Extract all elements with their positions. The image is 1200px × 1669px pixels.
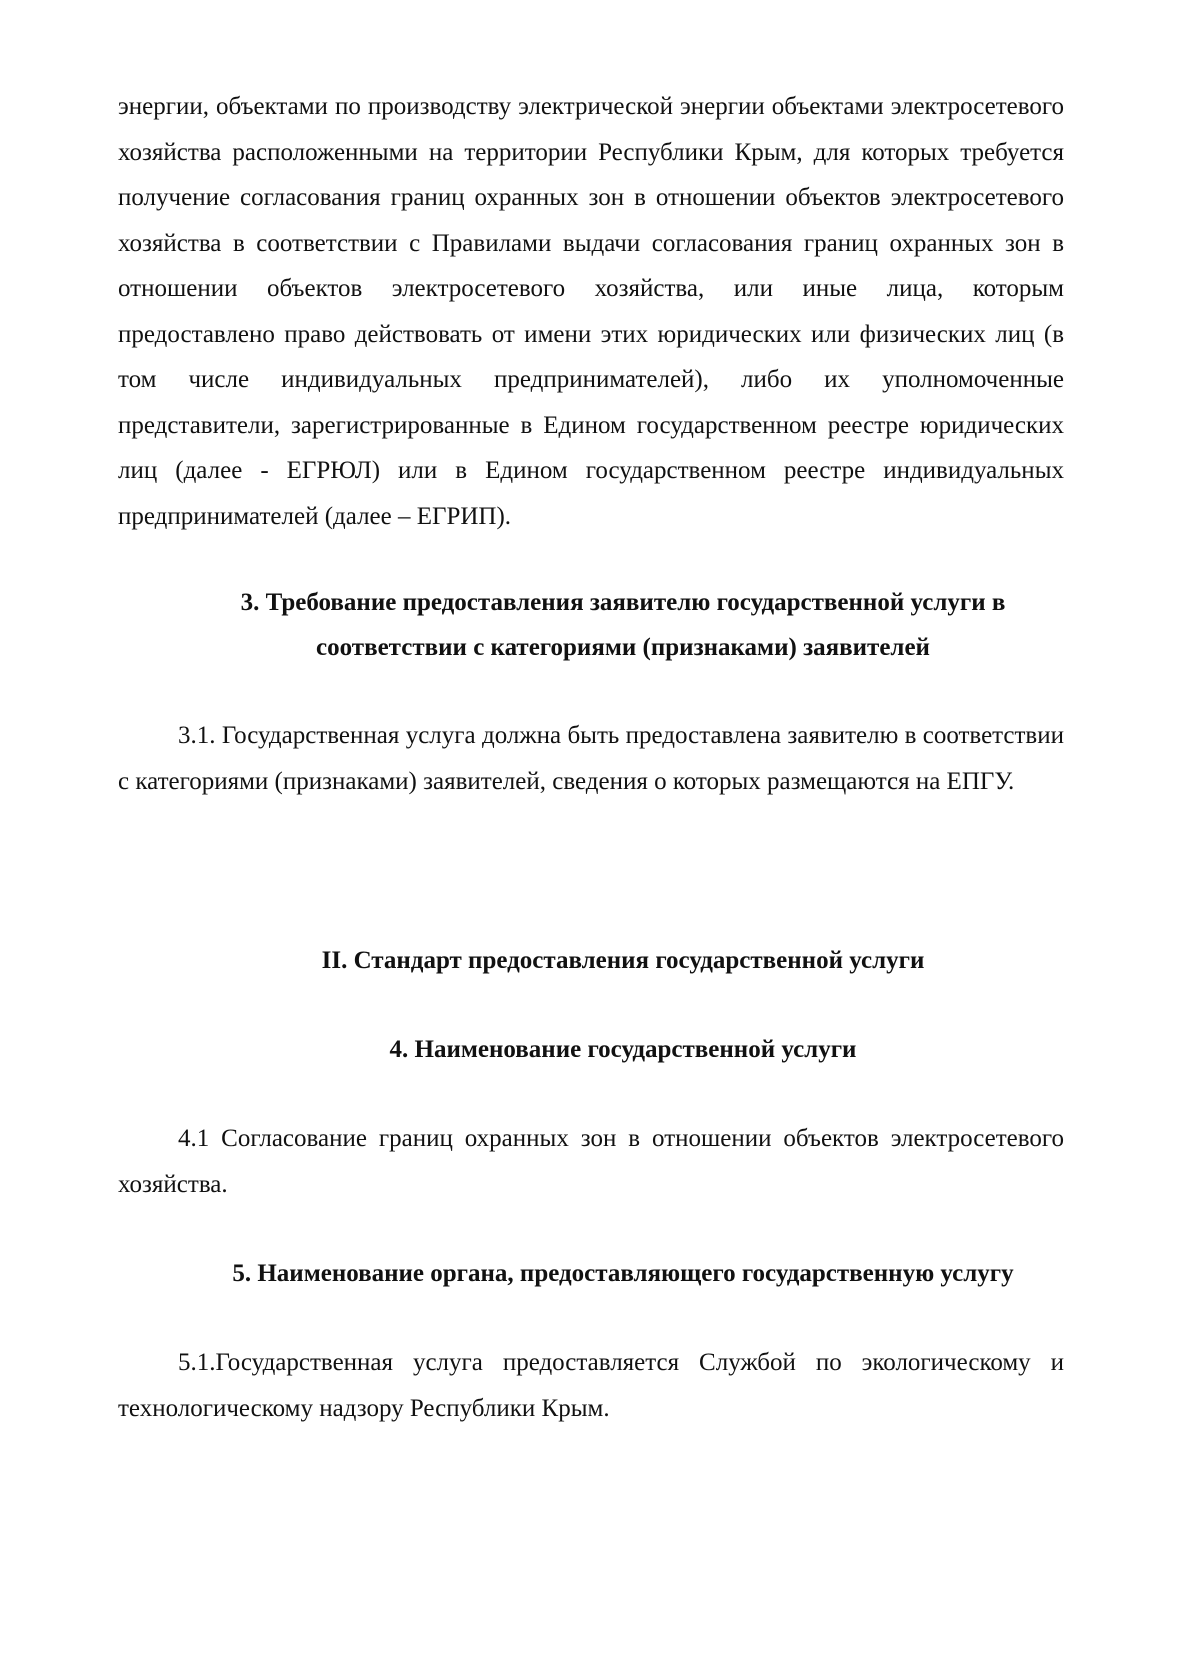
section-4-1-paragraph: 4.1 Согласование границ охранных зон в отношении объектов электросетевого хозяйства. [118,1125,1064,1198]
section-3-heading-line-2: соответствии с категориями (признаками) заявителей [316,634,930,661]
section-3-heading-line-1: 3. Требование предоставления заявителю государственной услуги в [240,589,1006,616]
intro-paragraph: энергии, объектами по производству электрической энергии объектами электросетевого хозяйства расположенными на территории Республики Крым, для которых требуется получение согласования границ охранных зон в отношении объектов электросетевого хозяйства в соответствии с Правилами выдачи согласования границ охранных зон в отношении объектов электросетевого хозяйства, или иные лица, которым предоставлено право действовать от имени этих юридических или физических лиц (в том числе индивидуальных предпринимателей), либо их уполномоченные представители, зарегистрированные в Едином государственном реестре юридических лиц (далее - ЕГРЮЛ) или в Едином государственном реестре индивидуальных предпринимателей (далее – ЕГРИП). [118,93,1064,530]
section-5-1-paragraph: 5.1.Государственная услуга предоставляется Службой по экологическому и технологическому надзору Республики Крым. [118,1349,1064,1422]
section-4-heading: 4. Наименование государственной услуги [389,1036,857,1063]
section-3-heading [118,580,1128,670]
part-2-heading: II. Стандарт предоставления государственной услуги [321,947,925,974]
section-5-heading: 5. Наименование органа, предоставляющего государственную услугу [232,1260,1014,1287]
section-3-1-paragraph: 3.1. Государственная услуга должна быть предоставлена заявителю в соответствии с категориями (признаками) заявителей, сведения о которых размещаются на ЕПГУ. [118,722,1064,795]
